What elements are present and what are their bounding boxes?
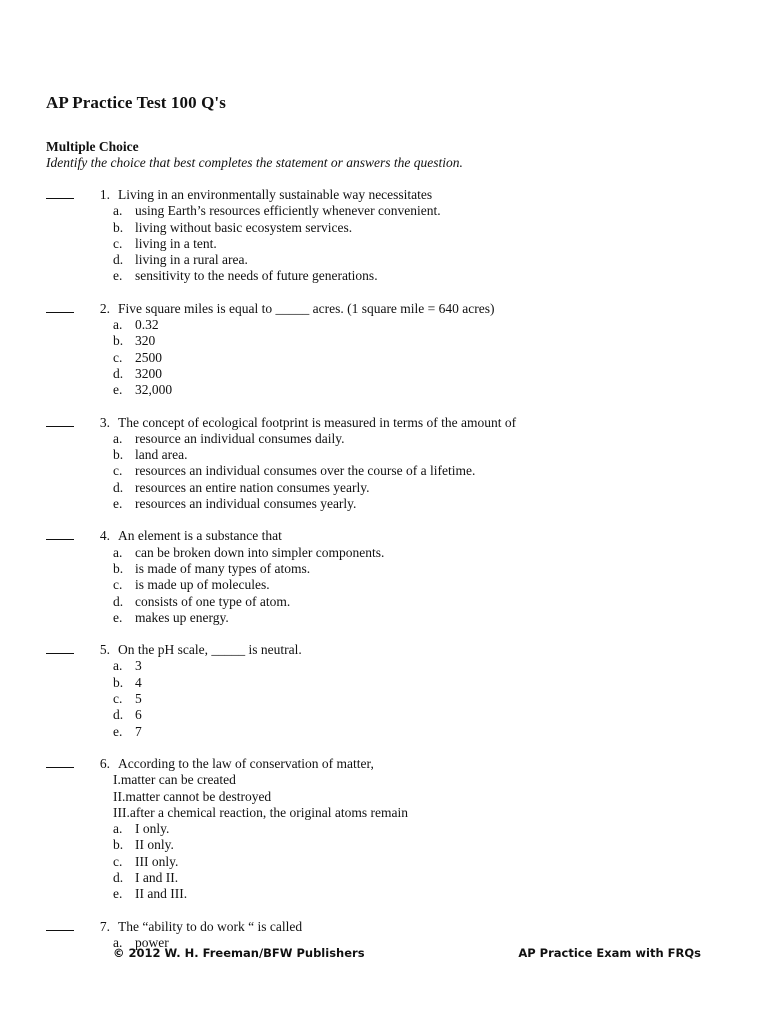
option-letter: c.	[113, 577, 123, 593]
option-letter: e.	[113, 886, 123, 902]
question-line	[46, 415, 746, 431]
question-stem: On the pH scale, _____ is neutral.	[118, 642, 302, 658]
answer-blank	[46, 642, 74, 654]
question-number: 2.	[99, 300, 110, 316]
answer-option	[113, 870, 746, 886]
question-item	[46, 187, 746, 285]
question-number: 5.	[99, 642, 110, 658]
option-letter: d.	[113, 365, 124, 381]
option-letter: d.	[113, 479, 124, 495]
question-item	[46, 642, 746, 740]
option-letter: b.	[113, 560, 124, 576]
option-text: is made up of molecules.	[135, 577, 270, 593]
option-text: resources an individual consumes over the course of a lifetime.	[135, 463, 476, 479]
option-letter: b.	[113, 837, 124, 853]
answer-option	[113, 333, 746, 349]
option-text: II and III.	[135, 886, 188, 902]
answer-option	[113, 236, 746, 252]
answer-option	[113, 252, 746, 268]
option-text: resource an individual consumes daily.	[135, 430, 345, 446]
question-line	[46, 642, 746, 658]
option-letter: a.	[113, 430, 123, 446]
answer-blank	[46, 919, 74, 931]
answer-option	[113, 545, 746, 561]
option-text: living in a rural area.	[135, 252, 248, 268]
answer-option	[113, 821, 746, 837]
answer-option	[113, 837, 746, 853]
footer-exam-title: AP Practice Exam with FRQs	[518, 946, 701, 960]
answer-option	[113, 675, 746, 691]
question-stem: The “ability to do work “ is called	[118, 918, 303, 934]
option-text: land area.	[135, 447, 188, 463]
option-text: consists of one type of atom.	[135, 593, 291, 609]
option-letter: c.	[113, 691, 123, 707]
option-text: 32,000	[135, 382, 173, 398]
answer-option	[113, 447, 746, 463]
question-statement: III.after a chemical reaction, the original atoms remain	[113, 804, 408, 820]
question-line	[46, 756, 746, 772]
question-stem: An element is a substance that	[118, 528, 282, 544]
question-number: 6.	[99, 755, 110, 771]
option-text: 7	[135, 723, 142, 739]
question-item	[46, 415, 746, 513]
option-letter: e.	[113, 723, 123, 739]
answer-blank	[46, 756, 74, 768]
answer-option	[113, 707, 746, 723]
question-list	[46, 187, 746, 967]
option-letter: a.	[113, 821, 123, 837]
option-letter: d.	[113, 707, 124, 723]
option-letter: b.	[113, 447, 124, 463]
option-text: 5	[135, 691, 142, 707]
answer-option	[113, 577, 746, 593]
answer-option	[113, 610, 746, 626]
option-letter: a.	[113, 317, 123, 333]
answer-option	[113, 350, 746, 366]
question-stem: According to the law of conservation of matter,	[118, 755, 374, 771]
option-text: resources an entire nation consumes yearly.	[135, 479, 370, 495]
option-text: can be broken down into simpler components.	[135, 544, 385, 560]
option-text: 6	[135, 707, 142, 723]
option-letter: d.	[113, 252, 124, 268]
question-line	[46, 187, 746, 203]
option-text: makes up energy.	[135, 609, 229, 625]
question-stem: Living in an environmentally sustainable way necessitates	[118, 187, 433, 202]
option-text: is made of many types of atoms.	[135, 560, 311, 576]
option-letter: b.	[113, 674, 124, 690]
answer-blank	[46, 528, 74, 540]
option-letter: c.	[113, 349, 123, 365]
option-letter: d.	[113, 593, 124, 609]
option-letter: e.	[113, 496, 123, 512]
option-text: I only.	[135, 821, 170, 837]
question-number: 4.	[99, 528, 110, 544]
option-text: living in a tent.	[135, 235, 217, 251]
answer-option	[113, 431, 746, 447]
option-letter: e.	[113, 382, 123, 398]
answer-option	[113, 480, 746, 496]
question-number: 1.	[99, 187, 110, 202]
option-text: I and II.	[135, 869, 179, 885]
option-text: 0.32	[135, 317, 159, 333]
answer-option	[113, 594, 746, 610]
option-text: sensitivity to the needs of future generations.	[135, 268, 378, 284]
option-text: 3200	[135, 365, 162, 381]
question-line	[46, 919, 746, 935]
option-letter: e.	[113, 609, 123, 625]
question-stem: Five square miles is equal to _____ acres. (1 square mile = 640 acres)	[118, 300, 495, 316]
answer-option	[113, 691, 746, 707]
option-text: 4	[135, 674, 142, 690]
answer-option	[113, 658, 746, 674]
question-line	[46, 528, 746, 544]
section-title: Multiple Choice	[46, 139, 139, 154]
option-letter: a.	[113, 934, 123, 950]
option-letter: c.	[113, 235, 123, 251]
answer-blank	[46, 301, 74, 313]
answer-option	[113, 366, 746, 382]
option-text: power	[135, 934, 169, 950]
option-letter: a.	[113, 203, 123, 219]
answer-option	[113, 463, 746, 479]
option-text: using Earth’s resources efficiently whenever convenient.	[135, 203, 441, 219]
answer-option	[113, 382, 746, 398]
option-letter: e.	[113, 268, 123, 284]
answer-option	[113, 220, 746, 236]
question-number: 3.	[99, 414, 110, 430]
option-text: 2500	[135, 349, 162, 365]
answer-blank	[46, 187, 74, 199]
option-text: 3	[135, 658, 142, 674]
question-item	[46, 528, 746, 626]
answer-option	[113, 268, 746, 284]
option-text: living without basic ecosystem services.	[135, 219, 353, 235]
question-statement: II.matter cannot be destroyed	[113, 788, 272, 804]
option-text: 320	[135, 333, 156, 349]
instructions-text: Identify the choice that best completes the statement or answers the question.	[46, 155, 463, 170]
option-letter: d.	[113, 869, 124, 885]
answer-option	[113, 724, 746, 740]
option-letter: a.	[113, 544, 123, 560]
question-item	[46, 756, 746, 903]
answer-option	[113, 203, 746, 219]
page-title: AP Practice Test 100 Q's	[46, 93, 226, 112]
question-number: 7.	[99, 918, 110, 934]
option-text: III only.	[135, 853, 179, 869]
question-stem: The concept of ecological footprint is measured in terms of the amount of	[118, 414, 517, 430]
answer-blank	[46, 415, 74, 427]
answer-option	[113, 561, 746, 577]
question-item	[46, 301, 746, 399]
footer-copyright: © 2012 W. H. Freeman/BFW Publishers	[113, 946, 365, 960]
option-text: resources an individual consumes yearly.	[135, 496, 357, 512]
question-line	[46, 301, 746, 317]
option-letter: b.	[113, 219, 124, 235]
answer-option	[113, 886, 746, 902]
option-letter: a.	[113, 658, 123, 674]
answer-option	[113, 854, 746, 870]
option-letter: c.	[113, 463, 123, 479]
option-letter: c.	[113, 853, 123, 869]
answer-option	[113, 317, 746, 333]
option-letter: b.	[113, 333, 124, 349]
answer-option	[113, 496, 746, 512]
question-statement: I.matter can be created	[113, 772, 236, 788]
option-text: II only.	[135, 837, 174, 853]
